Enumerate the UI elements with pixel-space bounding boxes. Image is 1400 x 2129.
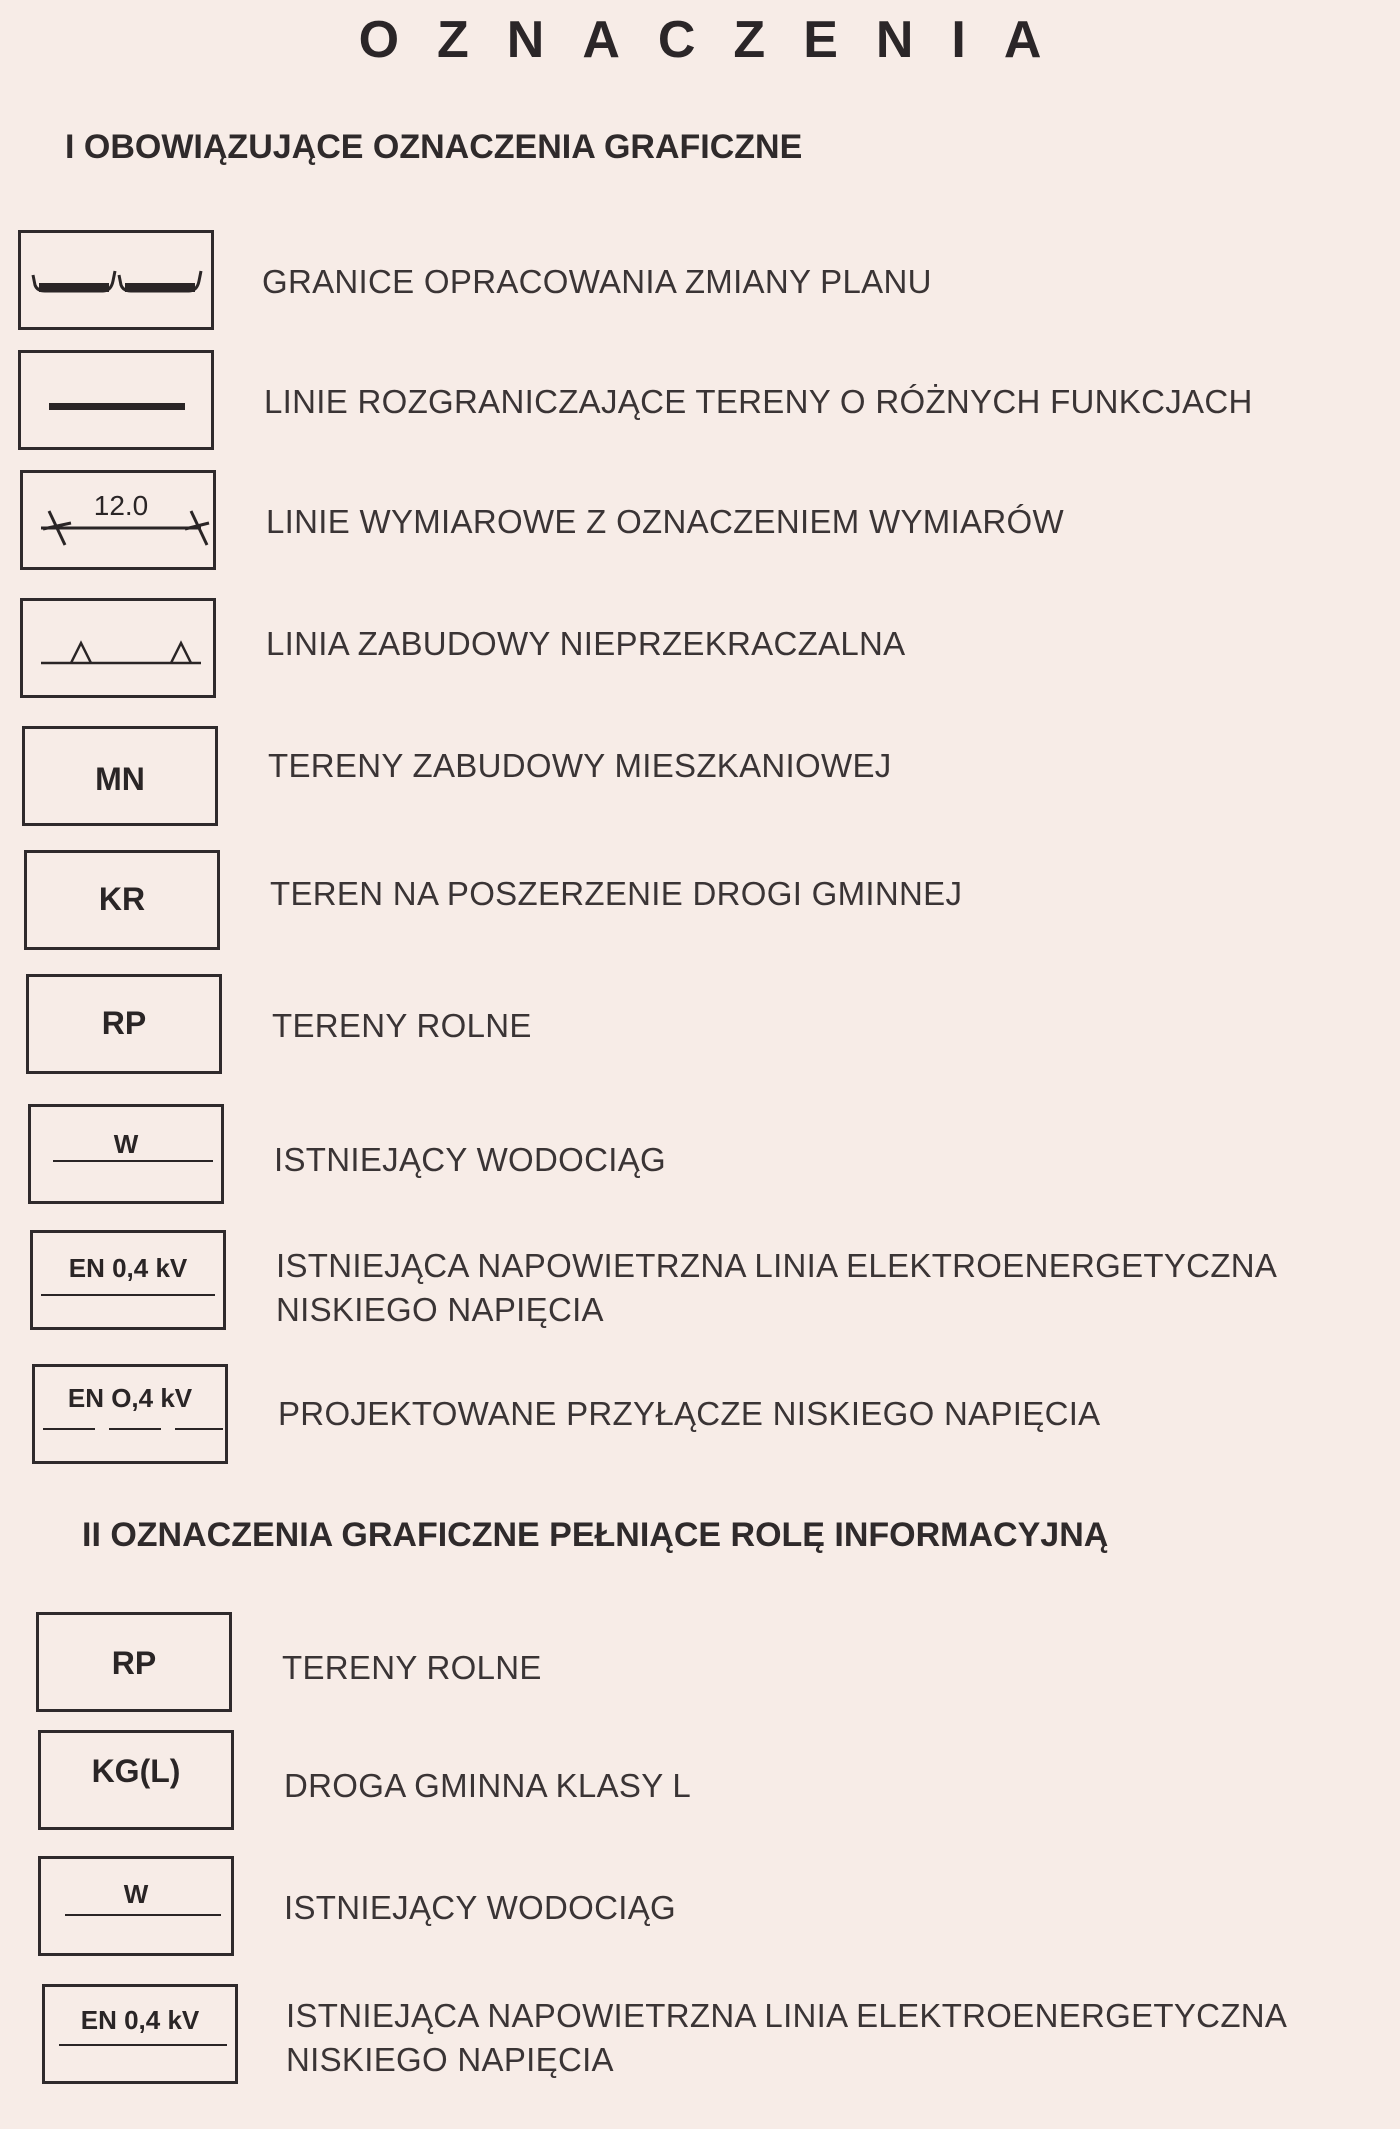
code-box-mn — [22, 726, 218, 826]
building-line-icon — [20, 598, 216, 698]
code-label: EN O,4 kV — [67, 1383, 193, 1413]
code-label: RP — [111, 1645, 157, 1681]
legend-item — [0, 850, 1400, 958]
legend-item — [0, 1230, 1400, 1338]
water-main-icon — [28, 1104, 224, 1204]
legend-description: TERENY ROLNE — [272, 1007, 532, 1044]
planned-connection-icon — [32, 1364, 228, 1464]
legend-description: LINIA ZABUDOWY NIEPRZEKRACZALNA — [266, 625, 906, 662]
legend-description: ISTNIEJĄCY WODOCIĄG — [274, 1141, 666, 1178]
power-line-icon-info — [42, 1984, 238, 2084]
legend-item — [0, 1984, 1400, 2092]
code-label: W — [123, 1879, 149, 1909]
line-icon — [18, 350, 214, 450]
dimension-icon — [20, 470, 216, 570]
legend-item — [0, 1364, 1400, 1472]
legend-item — [0, 726, 1400, 834]
legend-description: ISTNIEJĄCA NAPOWIETRZNA LINIA ELEKTROENERGETYCZNA — [286, 1997, 1288, 2034]
legend-item — [0, 350, 1400, 458]
water-main-icon-info — [38, 1856, 234, 1956]
legend-description: PROJEKTOWANE PRZYŁĄCZE NISKIEGO NAPIĘCIA — [278, 1395, 1101, 1432]
code-label: EN 0,4 kV — [80, 2005, 200, 2035]
legend-description: DROGA GMINNA KLASY L — [284, 1767, 692, 1804]
legend-description: GRANICE OPRACOWANIA ZMIANY PLANU — [262, 263, 932, 300]
power-line-icon — [30, 1230, 226, 1330]
legend-item — [0, 1104, 1400, 1212]
code-box-rp — [26, 974, 222, 1074]
legend-description: ISTNIEJĄCY WODOCIĄG — [284, 1889, 676, 1926]
section-heading-2: II OZNACZENIA GRAFICZNE PEŁNIĄCE ROLĘ INFORMACYJNĄ — [82, 1516, 1109, 1554]
legend-item — [0, 1730, 1400, 1838]
legend-description: LINIE WYMIAROWE Z OZNACZENIEM WYMIARÓW — [266, 503, 1064, 540]
legend-description: NISKIEGO NAPIĘCIA — [276, 1291, 604, 1328]
code-label: W — [113, 1129, 139, 1159]
legend-item — [0, 230, 1400, 338]
code-label: EN 0,4 kV — [68, 1253, 188, 1283]
code-label: KR — [98, 881, 146, 917]
legend-description: TEREN NA POSZERZENIE DROGI GMINNEJ — [270, 875, 963, 912]
dimension-value: 12.0 — [93, 490, 149, 521]
code-label: RP — [101, 1005, 147, 1041]
section-heading-1: I OBOWIĄZUJĄCE OZNACZENIA GRAFICZNE — [65, 128, 803, 166]
code-label: KG(L) — [91, 1753, 181, 1789]
legend-description: NISKIEGO NAPIĘCIA — [286, 2041, 614, 2078]
legend-description: TERENY ZABUDOWY MIESZKANIOWEJ — [268, 747, 892, 784]
legend-description: LINIE ROZGRANICZAJĄCE TERENY O RÓŻNYCH FUNKCJACH — [264, 383, 1253, 420]
page-title: OZNACZENIA — [358, 11, 1080, 69]
code-box-kgl — [38, 1730, 234, 1830]
legend-item — [0, 1856, 1400, 1964]
legend-description: ISTNIEJĄCA NAPOWIETRZNA LINIA ELEKTROENERGETYCZNA — [276, 1247, 1278, 1284]
code-box-kr — [24, 850, 220, 950]
code-label: MN — [95, 761, 145, 797]
boundary-icon — [18, 230, 214, 330]
legend-item — [0, 974, 1400, 1082]
legend-description: TERENY ROLNE — [282, 1649, 542, 1686]
legend-item — [0, 470, 1400, 578]
legend-item — [0, 598, 1400, 706]
legend-item — [0, 1612, 1400, 1720]
code-box-rp-info — [36, 1612, 232, 1712]
